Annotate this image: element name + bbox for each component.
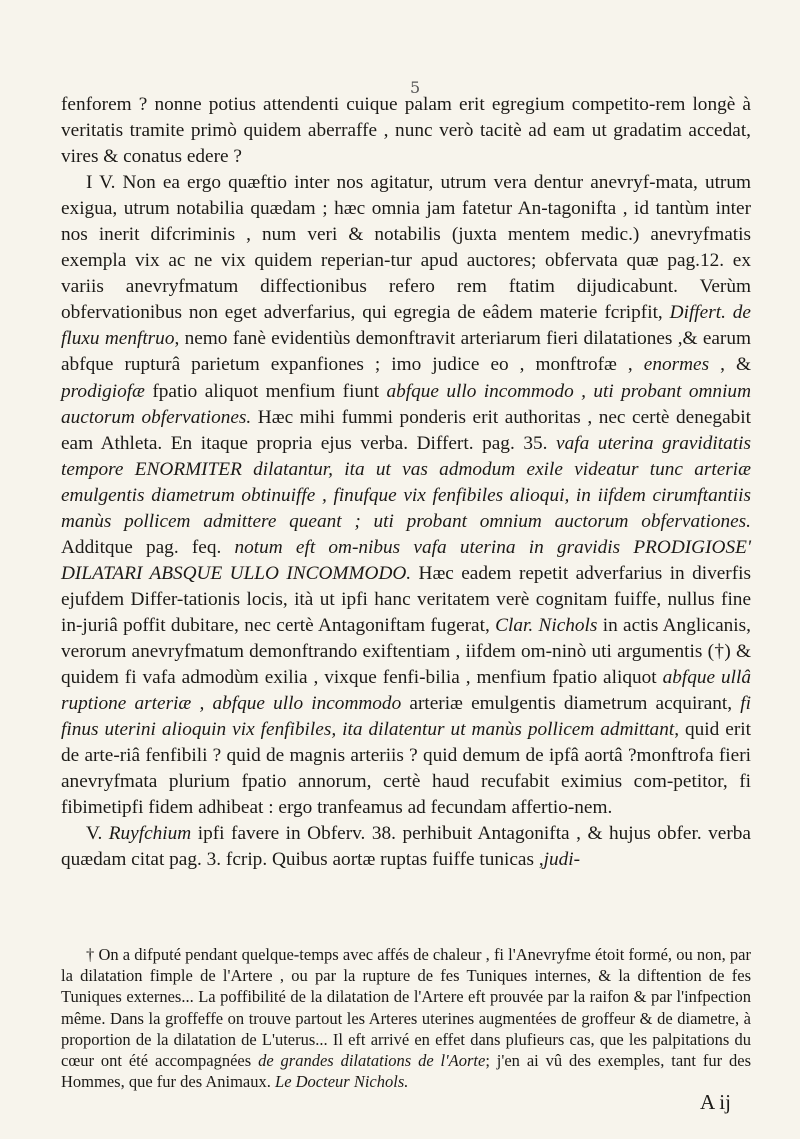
iv-italic: notum eft om-nibus vafa uterina in gravidis PRODIGIOSE' DILATARI ABSQUE ULLO INCOMMODO. bbox=[61, 536, 751, 584]
signature-mark: A ij bbox=[700, 1090, 731, 1114]
main-text bbox=[61, 92, 751, 873]
footnote bbox=[61, 944, 751, 1092]
iv-text: , quid erit de arte-riâ fenfibili ? quid de magnis arteriis ? quid demum de ipfâ aortâ ?monftrofa fieri anevryfmata plurium fpatio annorum, certè haud recufabit eximius com-petitor, fi fibimetipfi fidem adhibeat : ergo tranfeamus ad fecundam affertio-nem. bbox=[61, 719, 751, 819]
iv-text: Hæc eadem repetit adverfarius in diverfis ejufdem Differ-tationis locis, ità ut ipfi hanc veritatem verè cognitam fuiffe, nullus fine in-juriâ poffit dubitare, nec certè Antagoniftam fugerat, bbox=[61, 562, 751, 636]
footnote-span: † On a difputé pendant quelque-temps avec affés de chaleur , fi l'Anevryfme étoit formé, ou non, par la dilatation fimple de l'Artere , ou par la rupture de fes Tuniques internes, & la diftention de fes Tuniques externes... La poffibilité de la dilatation de l'Artere eft prouvée par la raifon & par l'infpection même. Dans la groffeffe on trouve partout les Arteres uterines augmentées de groffeur & de diametre, à proportion de la dilatation de L'uterus... Il eft arrivé en effet dans plufieurs cas, que les palpitations du cœur ont été accompagnées bbox=[61, 945, 751, 1071]
iv-text: Hæc mihi fummi ponderis erit authoritas , nec certè denegabit eam Athleta. En itaque propria ejus verba. Differt. pag. 35. bbox=[61, 406, 751, 454]
v-italic: Ruyfchium bbox=[108, 823, 192, 845]
iv-italic: vafa uterina graviditatis tempore ENORMITER dilatantur, ita ut vas admodum exile videatur tunc arteriæ emulgentis diametrum obtinuiffe , finufque vix fenfibiles alioqui, in iifdem cirumftantiis manùs pollicem admittere queant ; uti probant omnium auctorum obfervationes. bbox=[61, 432, 751, 532]
iv-italic: fi finus uterini alioquin vix fenfibiles, ita dilatentur ut manùs pollicem admittant bbox=[61, 693, 751, 741]
footnote-span: ; j'en ai vû des exemples, tant fur des Hommes, que fur des Animaux. bbox=[61, 1051, 751, 1092]
iv-italic: Clar. Nichols bbox=[495, 614, 598, 636]
iv-italic: prodigiofæ bbox=[61, 380, 145, 402]
footnote-italic: de grandes dilatations de l'Aorte bbox=[258, 1051, 486, 1071]
v-italic: judi- bbox=[543, 849, 581, 871]
footnote-text bbox=[61, 944, 751, 1092]
v-text: ipfi favere in Obferv. 38. perhibuit Antagonifta , & hujus obfer. verba quædam citat pag. 3. fcrip. Quibus aortæ ruptas fuiffe tunicas , bbox=[61, 823, 751, 871]
iv-italic: abfque ullâ ruptione arteriæ , abfque ullo incommodo bbox=[61, 667, 751, 715]
iv-text: arteriæ emulgentis diametrum acquirant, bbox=[401, 693, 741, 715]
intro-text: fenforem ? nonne potius attendenti cuique palam erit egregium competito-rem longè à veritatis tramite primò quidem aberraffe , nunc verò tacitè ad eam ut gradatim accedat, vires & conatus edere ? bbox=[61, 94, 751, 168]
iv-italic: Differt. de fluxu menftruo bbox=[61, 302, 751, 350]
iv-text: I V. Non ea ergo quæftio inter nos agitatur, utrum vera dentur anevryf-mata, utrum exigua, utrum notabilia quædam ; hæc omnia jam fatetur An-tagonifta , id tantùm inter nos inerit difcriminis , num veri & notabilis (juxta mentem medic.) anevryfmatis exempla vix ac ne vix quidem reperian-tur apud auctores; obfervata quæ pag.12. ex variis anevryfmatum diffectionibus refero rem ftatim dijudicabunt. Verùm obfervationibus non eget adverfarius, qui egregia de eâdem materie fcripfit, bbox=[61, 172, 751, 324]
v-text: V. bbox=[86, 823, 109, 845]
paragraph-iv bbox=[61, 170, 751, 821]
iv-text: Additque pag. feq. bbox=[61, 536, 235, 558]
paragraph-v bbox=[61, 821, 751, 873]
iv-text: , nemo fanè evidentiùs demonftravit arteriarum fieri dilatationes ,& earum abfque rupturâ parietum expanfiones ; imo judice eo , monftrofæ , bbox=[61, 328, 751, 376]
iv-text: fpatio aliquot menfium fiunt bbox=[144, 380, 387, 402]
page-number: 5 bbox=[410, 78, 421, 97]
footnote-italic: Le Docteur Nichols. bbox=[275, 1072, 409, 1092]
paragraph-intro bbox=[61, 92, 751, 170]
iv-italic: abfque ullo incommodo , uti probant omnium auctorum obfervationes. bbox=[61, 380, 751, 428]
iv-text: in actis Anglicanis, verorum anevryfmatum demonftrando exiftentiam , iifdem om-ninò uti argumentis (†) & quidem fi vafa admodùm exilia , vixque fenfi-bilia , menfium fpatio aliquot bbox=[61, 614, 751, 689]
iv-italic: enormes bbox=[643, 354, 710, 376]
iv-text: , & bbox=[709, 354, 751, 376]
